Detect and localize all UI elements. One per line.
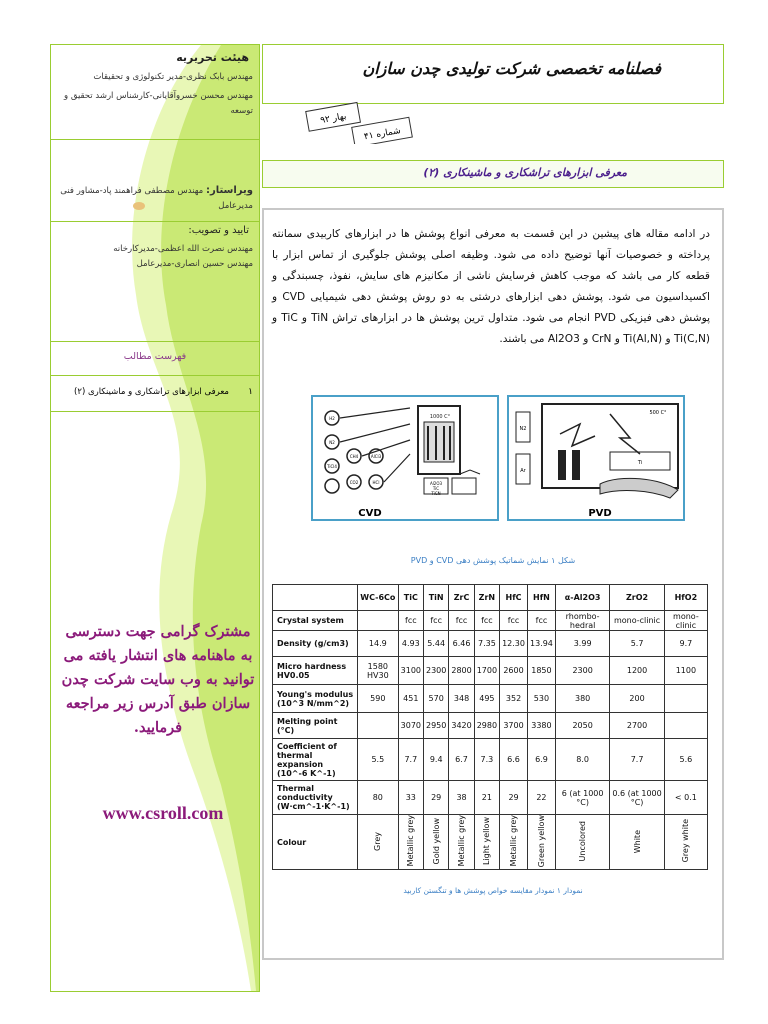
table-row <box>273 631 708 657</box>
table-cell: 352 <box>500 685 528 713</box>
table-cell: 80 <box>358 781 399 815</box>
table-cell: fcc <box>398 611 423 631</box>
table-row <box>273 713 708 739</box>
table-row <box>273 739 708 781</box>
divider <box>51 375 259 376</box>
colour-value: Green yellow <box>536 815 546 868</box>
property-name: Coefficient of thermal expansion (10^-6 K^-1) <box>273 739 358 781</box>
properties-table <box>272 584 708 870</box>
divider <box>51 221 259 222</box>
svg-text:N2: N2 <box>519 426 527 432</box>
figure-caption: شکل ۱ نمایش شماتیک پوشش دهی CVD و PVD <box>410 556 576 565</box>
table-cell: 33 <box>398 781 423 815</box>
col-header: HfO2 <box>664 585 707 611</box>
issue-season: بهار ۹۲ <box>319 111 348 127</box>
table-cell: 6.6 <box>500 739 528 781</box>
colour-value: Light yellow <box>482 817 492 866</box>
colour-value: Gold yellow <box>431 817 441 865</box>
table-cell: fcc <box>500 611 528 631</box>
table-cell: 380 <box>555 685 609 713</box>
divider <box>51 341 259 342</box>
table-cell: 2700 <box>610 713 664 739</box>
property-name: Young's modulus (10^3 N/mm^2) <box>273 685 358 713</box>
svg-text:CO2: CO2 <box>349 480 359 485</box>
table-cell: 2950 <box>424 713 449 739</box>
table-cell <box>398 815 423 870</box>
table-cell: 21 <box>474 781 499 815</box>
table-cell <box>527 815 555 870</box>
colour-value: Metallic grey <box>457 815 467 867</box>
board-member: مهندس بابک نظری-مدیر تکنولوژی و تحقیقات <box>93 72 253 82</box>
table-cell: 3100 <box>398 657 423 685</box>
decorative-dot-icon <box>133 202 145 210</box>
table-cell: 2800 <box>449 657 474 685</box>
col-header: α-Al2O3 <box>555 585 609 611</box>
table-cell: 8.0 <box>555 739 609 781</box>
table-cell <box>555 815 609 870</box>
table-cell: 9.4 <box>424 739 449 781</box>
table-cell: < 0.1 <box>664 781 707 815</box>
table-cell: 1100 <box>664 657 707 685</box>
table-row <box>273 657 708 685</box>
issue-badge <box>303 98 413 144</box>
table-cell: 5.5 <box>358 739 399 781</box>
svg-text:TiC: TiC <box>432 486 440 491</box>
table-cell: 4.93 <box>398 631 423 657</box>
table-cell <box>358 611 399 631</box>
website-link[interactable]: www.csroll.com <box>102 803 224 823</box>
table-caption: نمودار ۱ نمودار مقایسه خواص پوشش ها و تنگستن کاربید <box>403 886 583 895</box>
pvd-temp: 500 C° <box>649 410 667 416</box>
pvd-label: PVD <box>588 508 612 519</box>
col-header: WC-6Co <box>358 585 399 611</box>
table-cell: 5.6 <box>664 739 707 781</box>
col-header: ZrC <box>449 585 474 611</box>
property-name: Melting point (°C) <box>273 713 358 739</box>
table-cell: 1580 HV30 <box>358 657 399 685</box>
svg-text:AlCl3: AlCl3 <box>370 454 382 459</box>
table-cell: 3070 <box>398 713 423 739</box>
issue-number: شماره ۴۱ <box>363 125 402 143</box>
colour-value: Metallic grey <box>509 815 519 867</box>
table-cell: 2050 <box>555 713 609 739</box>
table-cell <box>449 815 474 870</box>
svg-text:Ti: Ti <box>637 460 643 466</box>
article-title: معرفی ابزارهای تراشکاری و ماشینکاری (۲) <box>423 166 627 179</box>
toc-title: فهرست مطالب <box>123 351 187 362</box>
table-cell: 29 <box>424 781 449 815</box>
table-row <box>273 815 708 870</box>
approval-title: تایید و تصویب: <box>188 225 249 236</box>
toc-header <box>51 351 259 362</box>
table-cell: 7.3 <box>474 739 499 781</box>
journal-title: فصلنامه تخصصی شرکت تولیدی چدن سازان <box>362 59 661 78</box>
table-cell: 2600 <box>500 657 528 685</box>
table-cell: 1850 <box>527 657 555 685</box>
colour-value: Uncolored <box>578 820 588 862</box>
article-content <box>262 208 724 960</box>
table-cell: fcc <box>449 611 474 631</box>
property-name: Colour <box>273 815 358 870</box>
table-cell <box>610 815 664 870</box>
colour-value: Grey white <box>681 819 691 863</box>
table-cell: 348 <box>449 685 474 713</box>
table-cell: 200 <box>610 685 664 713</box>
col-header: ZrO2 <box>610 585 664 611</box>
table-cell: 3700 <box>500 713 528 739</box>
table-cell <box>358 815 399 870</box>
cvd-frame <box>312 396 498 520</box>
property-name: Crystal system <box>273 611 358 631</box>
table-cell: 9.7 <box>664 631 707 657</box>
table-cell <box>664 815 707 870</box>
cvd-label: CVD <box>358 508 382 519</box>
editorial-board-title: هیئت تحریریه <box>176 51 249 64</box>
editorial-board <box>51 51 259 119</box>
journal-header <box>262 44 724 104</box>
table-cell: 12.30 <box>500 631 528 657</box>
svg-text:H2: H2 <box>329 416 335 421</box>
table-cell: 7.7 <box>398 739 423 781</box>
table-cell: 14.9 <box>358 631 399 657</box>
cvd-pvd-schematic <box>310 394 686 526</box>
table-cell: mono-clinic <box>664 611 707 631</box>
sidebar <box>50 44 260 992</box>
table-cell: 570 <box>424 685 449 713</box>
property-name: Density (g/cm3) <box>273 631 358 657</box>
table-cell: 6.7 <box>449 739 474 781</box>
table-row <box>273 611 708 631</box>
table-cell: 13.94 <box>527 631 555 657</box>
col-header: TiN <box>424 585 449 611</box>
table-cell: 6.46 <box>449 631 474 657</box>
toc-entry-text: معرفی ابزارهای تراشکاری و ماشینکاری (۲) <box>74 387 229 397</box>
table-cell: 5.44 <box>424 631 449 657</box>
table-cell <box>474 815 499 870</box>
article-banner <box>262 160 724 188</box>
promo-text: مشترک گرامی جهت دسترسی به ماهنامه های انتشار یافته می توانید به وب سایت شرکت چدن سازان طبق آدرس زیر مراجعه فرمایید. <box>61 623 255 736</box>
svg-text:TiCl4: TiCl4 <box>327 464 337 469</box>
divider <box>51 139 259 140</box>
table-cell: fcc <box>474 611 499 631</box>
table-cell: 3380 <box>527 713 555 739</box>
table-cell: 530 <box>527 685 555 713</box>
table-cell <box>500 815 528 870</box>
table-cell: 495 <box>474 685 499 713</box>
board-member: مهندس محسن خسروآقایانی-کارشناس ارشد تحقیق و توسعه <box>64 91 253 116</box>
svg-text:TiCN: TiCN <box>431 491 441 496</box>
toc-entry-page: ۱ <box>248 387 253 397</box>
table-cell: fcc <box>424 611 449 631</box>
table-cell: 22 <box>527 781 555 815</box>
cvd-temp: 1000 C° <box>429 414 451 420</box>
table-cell: 7.7 <box>610 739 664 781</box>
col-header: ZrN <box>474 585 499 611</box>
table-cell: 2300 <box>424 657 449 685</box>
editor-text: مهندس مصطفی فراهمند پاد-مشاور فنی مدیرعامل <box>60 186 253 211</box>
table-cell: 590 <box>358 685 399 713</box>
table-cell: 1700 <box>474 657 499 685</box>
editor-label: ویراستار: <box>205 185 253 196</box>
table-row <box>273 685 708 713</box>
table-cell: 2980 <box>474 713 499 739</box>
table-cell <box>424 815 449 870</box>
svg-text:Al2O3: Al2O3 <box>429 481 443 486</box>
svg-text:N2: N2 <box>329 440 335 445</box>
table-cell: 451 <box>398 685 423 713</box>
svg-text:HCl: HCl <box>372 480 380 485</box>
col-header: HfN <box>527 585 555 611</box>
colour-value: White <box>632 829 642 853</box>
table-cell: 3420 <box>449 713 474 739</box>
col-header: TiC <box>398 585 423 611</box>
table-cell <box>664 685 707 713</box>
editor-section <box>51 183 259 214</box>
property-name: Micro hardness HV0.05 <box>273 657 358 685</box>
svg-text:CH4: CH4 <box>349 454 359 459</box>
table-cell: 29 <box>500 781 528 815</box>
col-header: HfC <box>500 585 528 611</box>
property-name: Thermal conductivity (W·cm^-1·K^-1) <box>273 781 358 815</box>
table-cell: 0.6 (at 1000 °C) <box>610 781 664 815</box>
colour-value: Grey <box>373 831 383 851</box>
table-cell: fcc <box>527 611 555 631</box>
colour-value: Metallic grey <box>406 815 416 867</box>
table-cell: 3.99 <box>555 631 609 657</box>
table-cell: rhombo-hedral <box>555 611 609 631</box>
table-cell <box>664 713 707 739</box>
approval-member: مهندس حسین انصاری-مدیرعامل <box>136 259 253 269</box>
table-cell: 38 <box>449 781 474 815</box>
table-cell: 1200 <box>610 657 664 685</box>
article-body: در ادامه مقاله های پیشین در این قسمت به معرفی انواع پوشش ها در ابزارهای کاربیدی سمانته پرداخته و خصوصیات آنها توضیح داده می شود. وظیفه اصلی پوشش جلوگیری از تماس ابزار با قطعه کار می باشد که موجب کاهش فرسایش ناشی از مکانیزم های سایش، نفوذ، چسبندگی و اکسیداسیون می شود. پوشش دهی ابزارهای درشتی به دو روش پوشش دهی شیمیایی CVD و پوشش دهی فیزیکی PVD انجام می شود. متداول ترین پوشش ها در ابزارهای تراش TiN و TiC و Ti(C,N) و Ti(Al,N) و CrN و Al2O3 می باشند. <box>272 228 711 345</box>
approval-member: مهندس نصرت الله اعظمی-مدیرکارخانه <box>113 244 253 254</box>
table-cell: mono-clinic <box>610 611 664 631</box>
table-cell <box>358 713 399 739</box>
table-cell: 7.35 <box>474 631 499 657</box>
table-cell: 5.7 <box>610 631 664 657</box>
table-cell: 6.9 <box>527 739 555 781</box>
table-cell: 6 (at 1000 °C) <box>555 781 609 815</box>
svg-text:Ar: Ar <box>520 468 526 474</box>
approval-section <box>51 225 259 272</box>
divider <box>51 411 259 412</box>
table-cell: 2300 <box>555 657 609 685</box>
table-row <box>273 781 708 815</box>
